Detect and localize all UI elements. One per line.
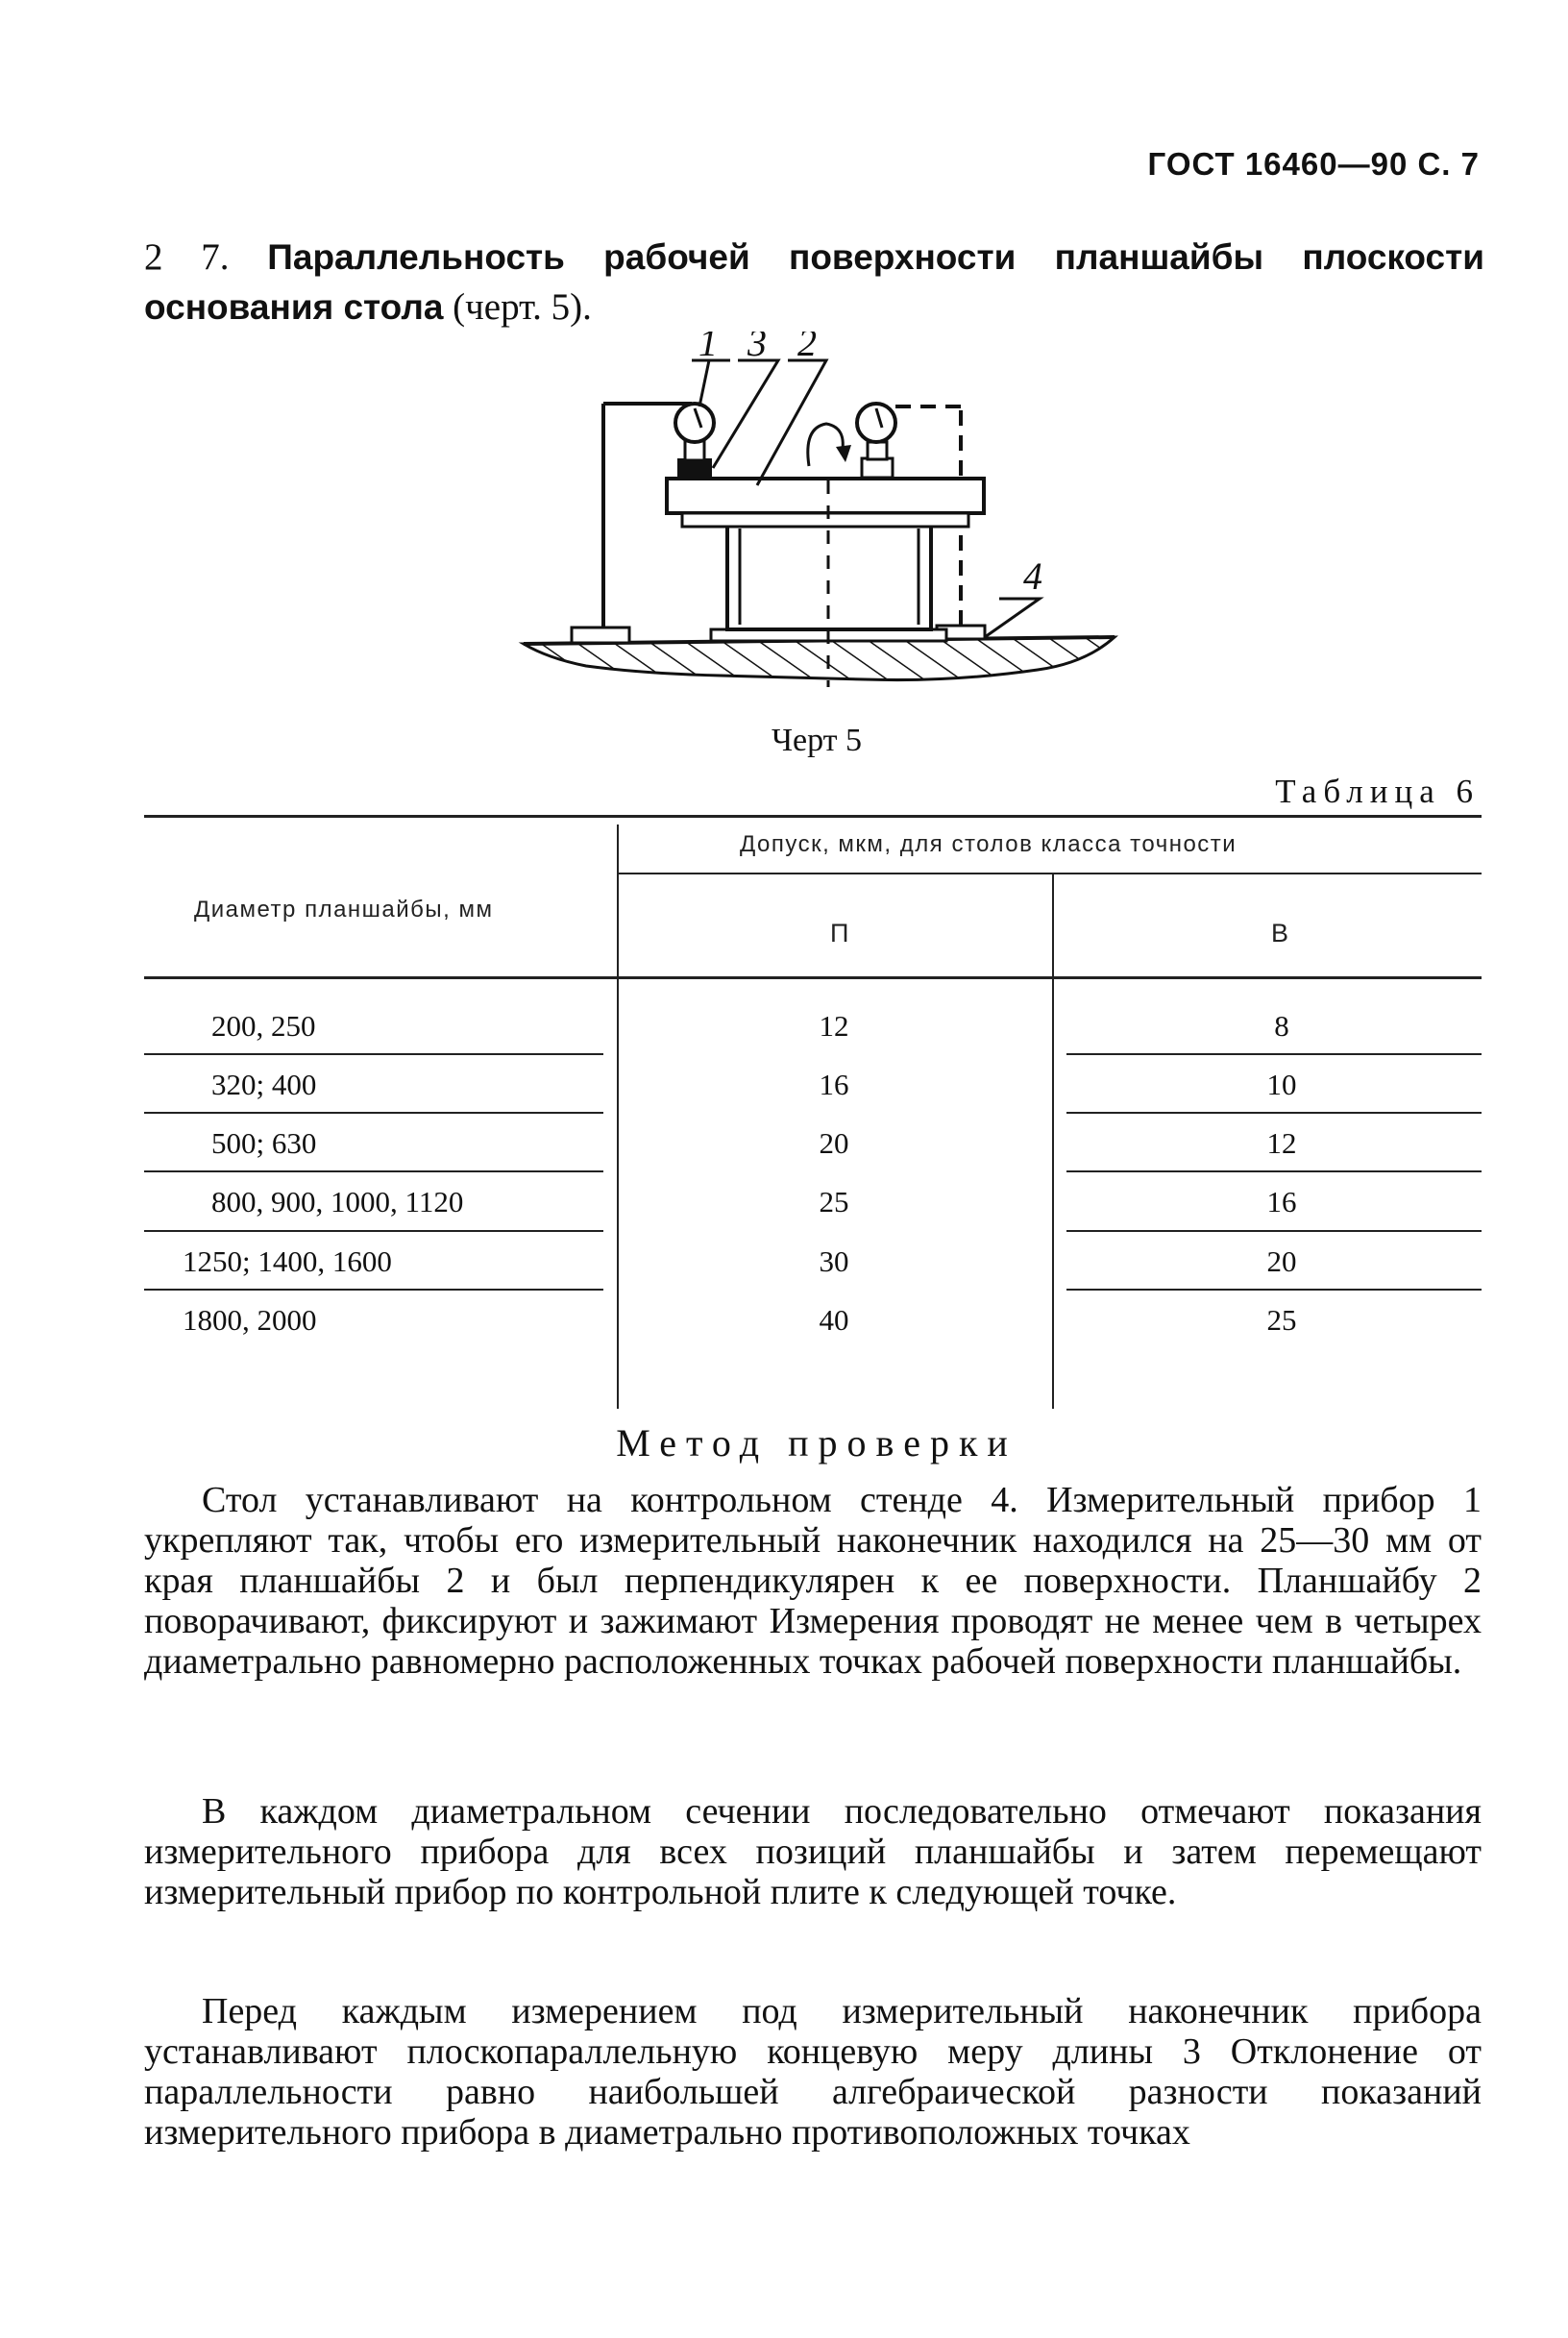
figure-caption: Черт 5 xyxy=(771,723,863,758)
table-cell-p: 16 xyxy=(819,1068,849,1101)
rotation-arrow xyxy=(808,424,843,466)
table-cell-p: 30 xyxy=(819,1244,849,1278)
table-cell-p: 12 xyxy=(819,1009,849,1043)
table-row: 800, 900, 1000, 1120 xyxy=(211,1185,464,1218)
col-class-p-header: П xyxy=(830,919,850,948)
table-cell-v: 10 xyxy=(1266,1068,1297,1101)
clause-number: 2 7. xyxy=(144,236,230,278)
label-1: 1 xyxy=(698,332,718,364)
table-cell-v: 8 xyxy=(1274,1009,1289,1043)
table-row: 200, 250 xyxy=(211,1009,316,1043)
method-paragraph-3: Перед каждым измерением под измерительный наконечник прибора устанавливают плоскопараллельную концевую меру длины 3 Отклонение от параллельности равно наибольшей алгебраической разности показаний измерительного прибора в диаметрально противоположных точках xyxy=(144,1991,1482,2153)
group-tolerance-header: Допуск, мкм, для столов класса точности xyxy=(740,831,1237,857)
label-2: 2 xyxy=(797,332,817,364)
table-cell-p: 20 xyxy=(819,1126,849,1160)
indicator-stand-foot xyxy=(572,628,629,643)
table-row: 320; 400 xyxy=(211,1068,317,1101)
table-title: Таблица 6 xyxy=(1275,773,1480,810)
label-4: 4 xyxy=(1023,554,1042,598)
col-class-v-header: В xyxy=(1271,919,1290,948)
measurement-setup-drawing xyxy=(500,332,1134,706)
label-3: 3 xyxy=(747,332,767,364)
clause-title: Параллельность рабочей поверхности планшайбы плоскости основания стола xyxy=(144,237,1484,327)
table-cell-p: 40 xyxy=(819,1303,849,1337)
table-row: 500; 630 xyxy=(211,1126,317,1160)
faceplate xyxy=(667,479,984,513)
page-header: ГОСТ 16460—90 С. 7 xyxy=(1147,146,1480,182)
table-cell-p: 25 xyxy=(819,1185,849,1218)
method-paragraph-1: Стол устанавливают на контрольном стенде 4. Измерительный прибор 1 укрепляют так, чтобы его измерительный наконечник находился на 25—30 мм от края планшайбы 2 и был перпендикулярен к ее поверхности. Планшайбу 2 поворачивают, фиксируют и зажимают Измерения проводят не менее чем в четырех диаметрально равномерно расположенных точках рабочей поверхности планшайбы. xyxy=(144,1480,1482,1682)
method-title: Метод проверки xyxy=(616,1421,1017,1464)
tolerance-table xyxy=(144,815,1482,1411)
col-diameter-header: Диаметр планшайбы, мм xyxy=(194,897,494,923)
clause-heading xyxy=(144,233,1484,332)
table-cell-v: 20 xyxy=(1266,1244,1297,1278)
method-paragraph-2: В каждом диаметральном сечении последовательно отмечают показания измерительного прибора для всех позиций планшайбы и затем перемещают измерительный прибор по контрольной плите к следующей точке. xyxy=(144,1791,1482,1912)
table-row: 1800, 2000 xyxy=(183,1303,317,1337)
table-cell-v: 12 xyxy=(1266,1126,1297,1160)
table-cell-v: 16 xyxy=(1266,1185,1297,1218)
table-cell-v: 25 xyxy=(1266,1303,1297,1337)
clause-figure-ref: (черт. 5). xyxy=(453,286,592,328)
table-row: 1250; 1400, 1600 xyxy=(183,1244,392,1278)
